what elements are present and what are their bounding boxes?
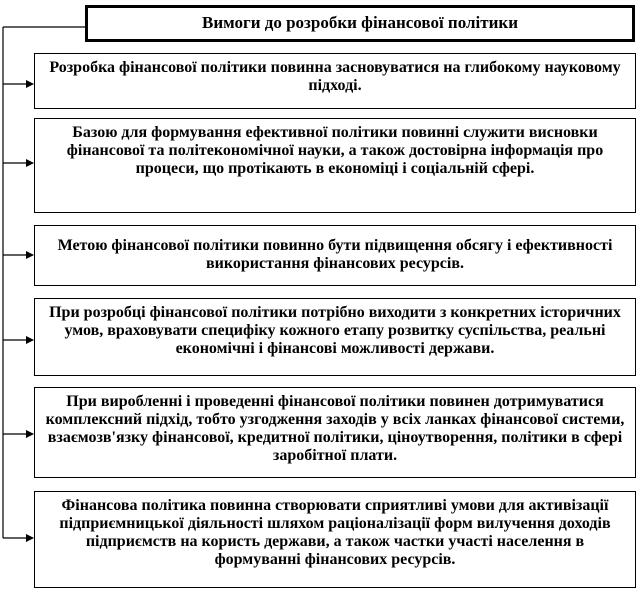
requirement-text-2: Базою для формування ефективної політики повинні служити висновки фінансової та політекономічної науки, а також достовірна інформація про процеси, що протікають в економіці і соціальній сфері.: [66, 124, 604, 177]
requirement-text-6: Фінансова політика повинна створювати сприятливі умови для активізації підприємницької діяльності шляхом раціоналізації форм вилучення доходів підприємств на користь держави, а також частки участі населення в формуванні фінансових ресурсів.: [59, 497, 611, 568]
requirement-box-2: [34, 118, 636, 213]
diagram-title-box: [85, 5, 635, 42]
requirement-box-3: [34, 225, 636, 286]
requirement-text-1: Розробка фінансової політики повинна засновуватися на глибокому науковому підході.: [49, 59, 621, 94]
requirement-box-5: [34, 387, 636, 478]
requirement-text-5: При виробленні і проведенні фінансової політики повинен дотримуватися комплексний підхід, тобто узгодження заходів у всіх ланках фінансової системи, взаємозв'язку фінансової, кредитної політики, ціноутворення, політики в сфері заробітної плати.: [45, 393, 625, 464]
requirement-box-1: [34, 53, 636, 109]
requirement-text-4: При розробці фінансової політики потрібно виходити з конкретних історичних умов, враховувати специфіку кожного етапу розвитку суспільства, реальні економічні і фінансові можливості держави.: [49, 304, 621, 357]
requirement-box-6: [34, 491, 636, 588]
requirement-box-4: [34, 298, 636, 376]
diagram-title: Вимоги до розробки фінансової політики: [202, 13, 518, 32]
requirement-text-3: Метою фінансової політики повинно бути підвищення обсягу і ефективності використання фінансових ресурсів.: [57, 237, 613, 272]
